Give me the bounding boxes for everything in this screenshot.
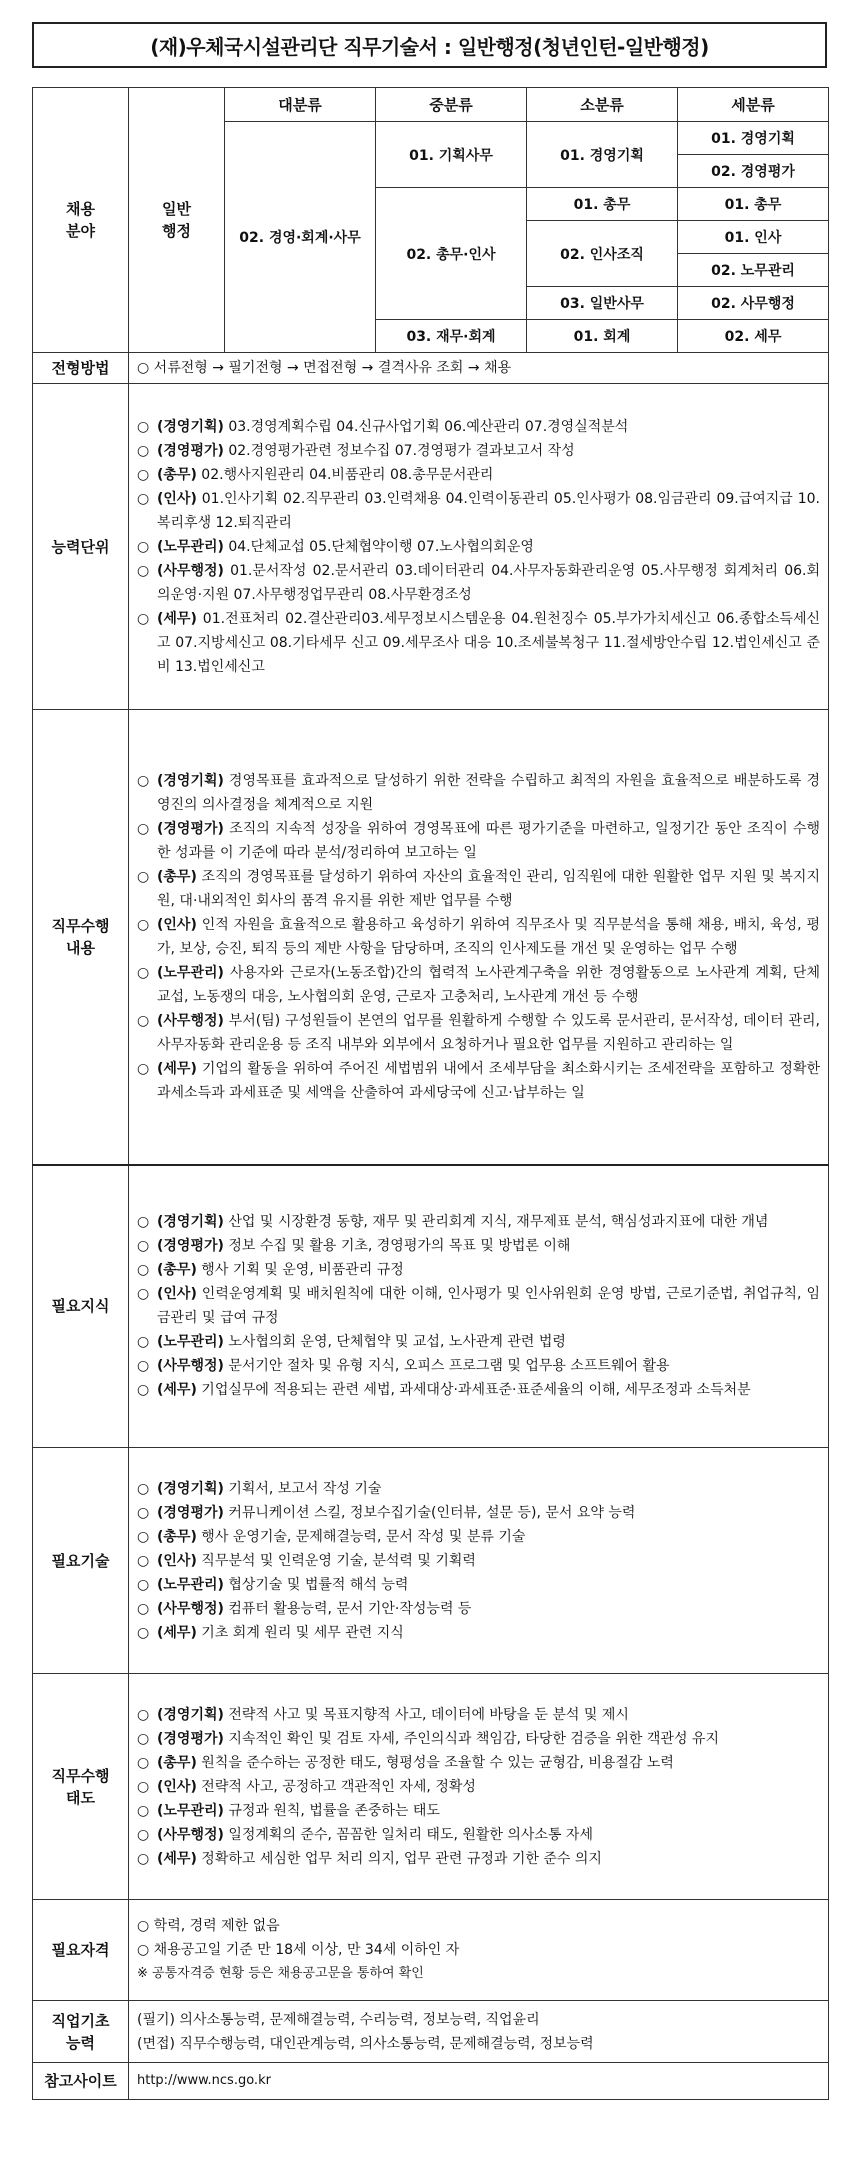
class-detail-6: 02. 사무행정 bbox=[678, 287, 829, 320]
list-item: ○ (총무) 행사 기획 및 운영, 비품관리 규정 bbox=[137, 1262, 404, 1279]
list-item: ○ (사무행정) 01.문서작성 02.문서관리 03.데이터관리 04.사무자동화관리운영 05.사무행정 회계처리 06.회의운영·지원 07.사무행정업무관리 08.사무환경조성 bbox=[137, 562, 820, 603]
list-item: ○ (총무) 행사 운영기술, 문제해결능력, 문서 작성 및 분류 기술 bbox=[137, 1528, 526, 1545]
list-item: ○ (인사) 직무분석 및 인력운영 기술, 분석력 및 기획력 bbox=[137, 1552, 476, 1569]
class-mid-2: 02. 총무·인사 bbox=[376, 188, 527, 320]
list-item: ○ (인사) 인적 자원을 효율적으로 활용하고 육성하기 위하여 직무조사 및 직무분석을 통해 채용, 배치, 육성, 평가, 보상, 승진, 퇴직 등의 제반 사항을 담당하며, 조직의 인사제도를 개선 및 운영하는 업무 수행 bbox=[137, 916, 820, 957]
class-mid-3: 03. 재무·회계 bbox=[376, 320, 527, 353]
list-item: ○ (사무행정) 문서기안 절차 및 유형 지식, 오피스 프로그램 및 업무용 소프트웨어 활용 bbox=[137, 1358, 670, 1375]
header-sub: 소분류 bbox=[527, 88, 678, 122]
list-item: ○ (노무관리) 노사협의회 운영, 단체협약 및 교섭, 노사관계 관련 법령 bbox=[137, 1334, 566, 1351]
qualification-list bbox=[129, 1900, 829, 2001]
list-item: ○ (경영평가) 지속적인 확인 및 검토 자세, 주인의식과 책임감, 타당한 검증을 위한 객관성 유지 bbox=[137, 1730, 719, 1747]
class-sub-3: 02. 인사조직 bbox=[527, 221, 678, 287]
basic-ability-list bbox=[129, 2001, 829, 2063]
list-item: ○ (세무) 기업실무에 적용되는 관련 세법, 과세대상·과세표준·표준세율의 이해, 세무조정과 소득처분 bbox=[137, 1382, 751, 1399]
basic-ability-interview: (면접) 직무수행능력, 대인관계능력, 의사소통능력, 문제해결능력, 정보능력 bbox=[137, 2035, 594, 2052]
class-detail-3: 01. 총무 bbox=[678, 188, 829, 221]
list-item: ○ (경영기획) 03.경영계획수립 04.신규사업기획 06.예산관리 07.경영실적분석 bbox=[137, 418, 629, 435]
class-detail-1: 01. 경영기획 bbox=[678, 122, 829, 155]
page-title: (재)우체국시설관리단 직무기술서 : 일반행정(청년인턴-일반행정) bbox=[32, 22, 827, 68]
label-selection: 전형방법 bbox=[33, 353, 129, 384]
label-recruit-field: 채용 분야 bbox=[33, 88, 129, 353]
label-attitude: 직무수행 태도 bbox=[33, 1674, 129, 1900]
class-detail-4: 01. 인사 bbox=[678, 221, 829, 254]
list-item: ○ (경영평가) 조직의 지속적 성장을 위하여 경영목표에 따른 평가기준을 마련하고, 일정기간 동안 조직이 수행한 성과를 이 기준에 따라 분석/정리하여 보고하는 일 bbox=[137, 820, 820, 861]
class-mid-1: 01. 기획사무 bbox=[376, 122, 527, 188]
list-item: ○ (총무) 원칙을 준수하는 공정한 태도, 형평성을 조율할 수 있는 균형감, 비용절감 노력 bbox=[137, 1754, 674, 1771]
class-detail-7: 02. 세무 bbox=[678, 320, 829, 353]
list-item: ○ (사무행정) 일정계획의 준수, 꼼꼼한 일처리 태도, 원활한 의사소통 자세 bbox=[137, 1826, 593, 1843]
knowledge-list bbox=[129, 1165, 829, 1448]
header-detail: 세분류 bbox=[678, 88, 829, 122]
label-knowledge: 필요지식 bbox=[33, 1165, 129, 1448]
label-ref-site: 참고사이트 bbox=[33, 2063, 129, 2100]
list-item: ○ (경영기획) 전략적 사고 및 목표지향적 사고, 데이터에 바탕을 둔 분석 및 제시 bbox=[137, 1706, 629, 1723]
list-item: ○ (사무행정) 컴퓨터 활용능력, 문서 기안·작성능력 등 bbox=[137, 1600, 472, 1617]
label-ability-units: 능력단위 bbox=[33, 384, 129, 710]
label-qualification: 필요자격 bbox=[33, 1900, 129, 2001]
list-item: ○ (노무관리) 협상기술 및 법률적 해석 능력 bbox=[137, 1576, 409, 1593]
list-item: ○ (인사) 01.인사기획 02.직무관리 03.인력채용 04.인력이동관리 05.인사평가 08.임금관리 09.급여지급 10.복리후생 12.퇴직관리 bbox=[137, 490, 820, 531]
basic-ability-written: (필기) 의사소통능력, 문제해결능력, 수리능력, 정보능력, 직업윤리 bbox=[137, 2011, 540, 2028]
list-item: ○ (총무) 02.행사지원관리 04.비품관리 08.총무문서관리 bbox=[137, 466, 494, 483]
list-item: ○ (경영기획) 경영목표를 효과적으로 달성하기 위한 전략을 수립하고 최적의 자원을 효율적으로 배분하도록 경영진의 의사결정을 체계적으로 지원 bbox=[137, 772, 820, 813]
list-item: ○ (노무관리) 04.단체교섭 05.단체협약이행 07.노사협의회운영 bbox=[137, 538, 534, 555]
label-general-admin: 일반 행정 bbox=[129, 88, 225, 353]
class-detail-5: 02. 노무관리 bbox=[678, 254, 829, 287]
list-item: ○ (세무) 기초 회계 원리 및 세무 관련 지식 bbox=[137, 1624, 404, 1641]
class-sub-5: 01. 회계 bbox=[527, 320, 678, 353]
list-item: ○ (노무관리) 규정과 원칙, 법률을 존중하는 태도 bbox=[137, 1802, 440, 1819]
ref-site-link[interactable]: http://www.ncs.go.kr bbox=[129, 2063, 829, 2100]
duty-content-list bbox=[129, 710, 829, 1165]
class-major: 02. 경영·회계·사무 bbox=[225, 122, 376, 353]
header-mid: 중분류 bbox=[376, 88, 527, 122]
qualification-line-1: ○ 학력, 경력 제한 없음 bbox=[137, 1918, 280, 1934]
label-basic-ability: 직업기초 능력 bbox=[33, 2001, 129, 2063]
class-sub-2: 01. 총무 bbox=[527, 188, 678, 221]
list-item: ○ (총무) 조직의 경영목표를 달성하기 위하여 자산의 효율적인 관리, 임직원에 대한 원활한 업무 지원 및 복지지원, 대·내외적인 회사의 품격 유지를 위한 제반 업무를 수행 bbox=[137, 868, 820, 909]
qualification-note: ※ 공통자격증 현황 등은 채용공고문을 통하여 확인 bbox=[137, 1966, 424, 1981]
header-major: 대분류 bbox=[225, 88, 376, 122]
list-item: ○ (사무행정) 부서(팀) 구성원들이 본연의 업무를 원활하게 수행할 수 있도록 문서관리, 문서작성, 데이터 관리, 사무자동화 관리운용 등 조직 내부와 외부에서 요청하거나 필요한 업무를 지원하고 관리하는 일 bbox=[137, 1012, 820, 1053]
list-item: ○ (경영기획) 기획서, 보고서 작성 기술 bbox=[137, 1480, 382, 1497]
selection-method: ○ 서류전형 → 필기전형 → 면접전형 → 결격사유 조회 → 채용 bbox=[129, 353, 829, 384]
skills-list bbox=[129, 1448, 829, 1674]
list-item: ○ (세무) 01.전표처리 02.결산관리03.세무정보시스템운용 04.원천징수 05.부가가치세신고 06.종합소득세신고 07.지방세신고 08.기타세무 신고 09.세무조사 대응 10.조세불복청구 11.절세방안수립 12.법인세신고 준비 13.법인세신고 bbox=[137, 610, 820, 675]
list-item: ○ (경영평가) 02.경영평가관련 정보수집 07.경영평가 결과보고서 작성 bbox=[137, 442, 575, 459]
label-duty-content: 직무수행 내용 bbox=[33, 710, 129, 1165]
label-skills: 필요기술 bbox=[33, 1448, 129, 1674]
list-item: ○ (경영평가) 정보 수집 및 활용 기초, 경영평가의 목표 및 방법론 이해 bbox=[137, 1238, 571, 1255]
list-item: ○ (세무) 기업의 활동을 위하여 주어진 세법범위 내에서 조세부담을 최소화시키는 조세전략을 포함하고 정확한 과세소득과 과세표준 및 세액을 산출하여 과세당국에 신고·납부하는 일 bbox=[137, 1060, 820, 1101]
list-item: ○ (경영기획) 산업 및 시장환경 동향, 재무 및 관리회계 지식, 재무제표 분석, 핵심성과지표에 대한 개념 bbox=[137, 1214, 769, 1231]
class-sub-1: 01. 경영기획 bbox=[527, 122, 678, 188]
class-detail-2: 02. 경영평가 bbox=[678, 155, 829, 188]
list-item: ○ (노무관리) 사용자와 근로자(노동조합)간의 협력적 노사관계구축을 위한 경영활동으로 노사관계 계획, 단체교섭, 노동쟁의 대응, 노사협의회 운영, 근로자 고충처리, 노사관계 개선 등 수행 bbox=[137, 964, 820, 1005]
list-item: ○ (경영평가) 커뮤니케이션 스킬, 정보수집기술(인터뷰, 설문 등), 문서 요약 능력 bbox=[137, 1504, 636, 1521]
job-description-table bbox=[32, 87, 829, 2100]
list-item: ○ (인사) 인력운영계획 및 배치원칙에 대한 이해, 인사평가 및 인사위원회 운영 방법, 근로기준법, 취업규칙, 임금관리 및 급여 규정 bbox=[137, 1286, 820, 1327]
qualification-line-2: ○ 채용공고일 기준 만 18세 이상, 만 34세 이하인 자 bbox=[137, 1942, 460, 1958]
list-item: ○ (인사) 전략적 사고, 공정하고 객관적인 자세, 정확성 bbox=[137, 1778, 476, 1795]
class-sub-4: 03. 일반사무 bbox=[527, 287, 678, 320]
ability-units-list bbox=[129, 384, 829, 710]
list-item: ○ (세무) 정확하고 세심한 업무 처리 의지, 업무 관련 규정과 기한 준수 의지 bbox=[137, 1850, 602, 1867]
attitude-list bbox=[129, 1674, 829, 1900]
